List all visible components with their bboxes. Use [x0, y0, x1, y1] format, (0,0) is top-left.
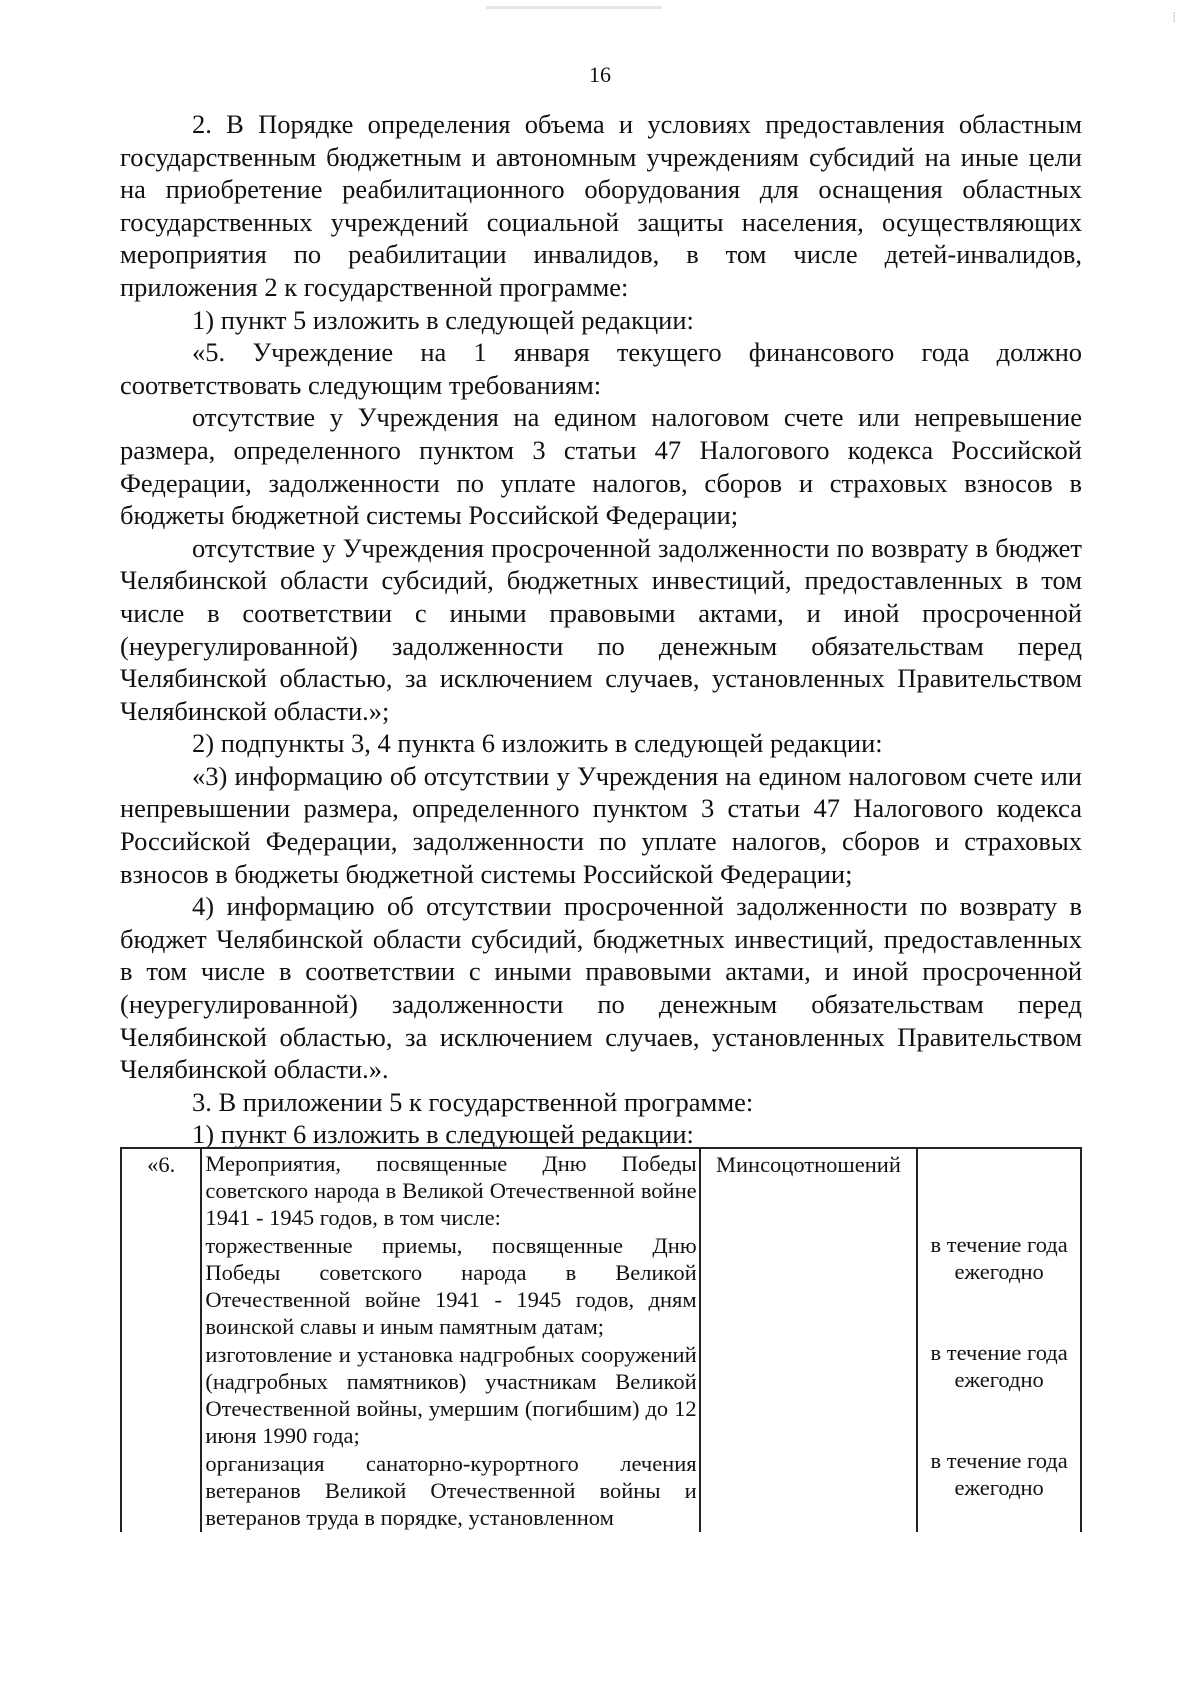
paragraph-subpoint-4: 4) информацию об отсутствии просроченной задолженности по возврату в бюджет Челябинской области субсидий, бюджетных инвестиций, предоставленных в том числе в соответствии с иными правовыми актами, и иной просроченной (неурегулированной) задолженности по денежным обязательствам перед Челябинской областью, за исключением случаев, установленных Правительством Челябинской области.». — [120, 891, 1082, 1085]
paragraph-item-2: 2. В Порядке определения объема и условиях предоставления областным государственным бюджетным и автономным учреждениям субсидий на иные цели на приобретение реабилитационного оборудования для оснащения областных государственных учреждений социальной защиты населения, осуществляющих мероприятия по реабилитации инвалидов, в том числе детей-инвалидов, приложения 2 к государственной программе: — [120, 109, 1082, 302]
term-item — [918, 1231, 1080, 1339]
term-frequency: ежегодно — [954, 1475, 1044, 1500]
term-frequency: ежегодно — [954, 1367, 1044, 1392]
paragraph-subpoint-3: «3) информацию об отсутствии у Учреждения на едином налоговом счете или непревышении размера, определенного пунктом 3 статьи 47 Налогового кодекса Российской Федерации, задолженности по уплате налогов, сборов и страховых взносов в бюджеты бюджетной системы Российской Федерации; — [120, 760, 1082, 889]
paragraph-point-5: «5. Учреждение на 1 января текущего финансового года должно соответствовать следующим требованиям: — [120, 337, 1082, 400]
term-period: в течение года — [930, 1340, 1068, 1365]
scan-artifact-top — [486, 6, 662, 9]
paragraph-requirement-tax: отсутствие у Учреждения на едином налоговом счете или непревышение размера, определенного пунктом 3 статьи 47 Налогового кодекса Российской Федерации, задолженности по уплате налогов, сборов и страховых взносов в бюджеты бюджетной системы Российской Федерации; — [120, 402, 1082, 531]
scan-artifact-corner: ⁞ — [1172, 10, 1177, 26]
event-item: организация санаторно-курортного лечения ветеранов Великой Отечественной войны и ветеранов труда в порядке, установленном — [205, 1451, 697, 1530]
paragraph-subitem-1-point-6: 1) пункт 6 изложить в следующей редакции: — [192, 1119, 694, 1150]
document-body — [120, 108, 1082, 1151]
table-row — [121, 1148, 1081, 1532]
term-spacer — [918, 1149, 1080, 1231]
executor-cell: Минсоцотношений — [700, 1148, 918, 1532]
term-item — [918, 1339, 1080, 1447]
event-item: изготовление и установка надгробных сооружений (надгробных памятников) участникам Великой Отечественной войны, умершим (погибшим) до 12 июня 1990 года; — [205, 1342, 697, 1448]
event-cell — [201, 1148, 699, 1532]
page-number: 16 — [589, 62, 611, 87]
term-period: в течение года — [930, 1232, 1068, 1257]
paragraph-subitem-1: 1) пункт 5 изложить в следующей редакции: — [192, 304, 694, 335]
row-number-cell: «6. — [121, 1148, 201, 1532]
paragraph-item-3: 3. В приложении 5 к государственной программе: — [192, 1086, 754, 1117]
paragraph-subitem-2: 2) подпункты 3, 4 пункта 6 изложить в следующей редакции: — [192, 728, 883, 759]
term-item — [918, 1447, 1080, 1529]
paragraph-requirement-debt: отсутствие у Учреждения просроченной задолженности по возврату в бюджет Челябинской области субсидий, бюджетных инвестиций, предоставленных в том числе в соответствии с иными правовыми актами, и иной просроченной (неурегулированной) задолженности по денежным обязательствам перед Челябинской областью, за исключением случаев, установленных Правительством Челябинской области.»; — [120, 532, 1082, 726]
term-cell — [917, 1148, 1081, 1532]
activities-table — [120, 1147, 1082, 1532]
term-frequency: ежегодно — [954, 1259, 1044, 1284]
term-period: в течение года — [930, 1448, 1068, 1473]
event-item: Мероприятия, посвященные Дню Победы советского народа в Великой Отечественной войне 1941 - 1945 годов, в том числе: — [205, 1151, 697, 1230]
event-item: торжественные приемы, посвященные Дню Победы советского народа в Великой Отечественной войне 1941 - 1945 годов, дням воинской славы и иным памятным датам; — [205, 1233, 697, 1339]
